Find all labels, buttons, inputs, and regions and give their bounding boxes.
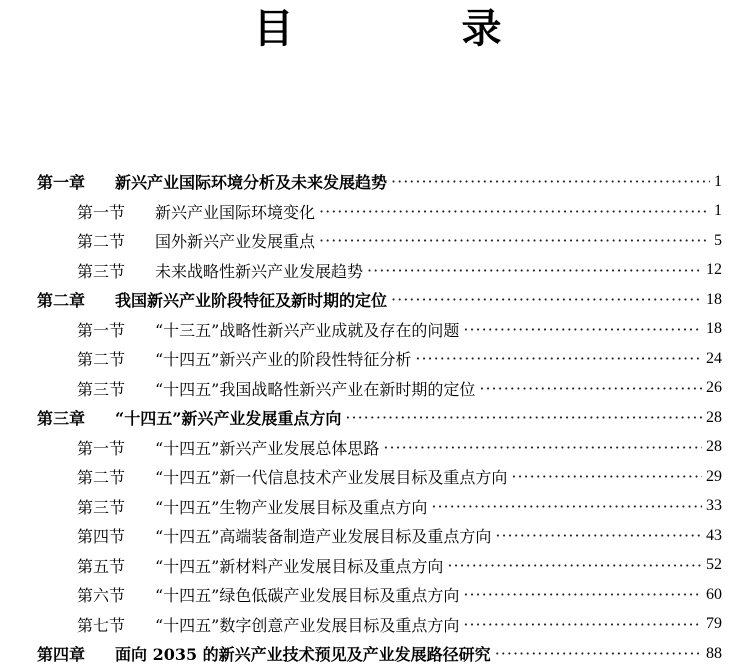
toc-entry-number: 第四章 (37, 645, 86, 665)
toc-leader-dots (447, 556, 702, 575)
toc-leader-dots (463, 320, 702, 339)
toc-page-number: 1 (714, 202, 722, 220)
toc-leader-dots (367, 261, 702, 280)
toc-entry-title: “十四五”新兴产业发展总体思路 (155, 438, 380, 458)
toc-entry-number: 第二节 (77, 468, 126, 488)
toc-leader-dots (495, 526, 702, 545)
toc-page-number: 43 (706, 526, 722, 544)
toc-leader-dots (319, 231, 710, 250)
toc-entry-title: “十四五”绿色低碳产业发展目标及重点方向 (155, 586, 460, 606)
toc-leader-dots (463, 615, 702, 634)
toc-entry-chapter-2[interactable] (0, 285, 755, 315)
toc-entry-section[interactable] (0, 226, 755, 256)
toc-leader-dots (391, 290, 702, 309)
toc-page-number: 18 (706, 290, 722, 308)
toc-page-number: 12 (706, 261, 722, 279)
toc-leader-dots (479, 379, 702, 398)
toc-entry-title: “十四五”新兴产业发展重点方向 (115, 409, 342, 429)
toc-entry-section[interactable] (0, 492, 755, 522)
toc-entry-chapter-1[interactable] (0, 167, 755, 197)
toc-entry-title: 新兴产业国际环境分析及未来发展趋势 (115, 173, 388, 193)
toc-leader-dots (383, 438, 702, 457)
toc-entry-number: 第三节 (77, 497, 126, 517)
toc-page-number: 24 (706, 349, 722, 367)
toc-entry-section[interactable] (0, 521, 755, 551)
toc-page-number: 28 (706, 438, 722, 456)
toc-page-number: 52 (706, 556, 722, 574)
toc-entry-number: 第三章 (37, 409, 86, 429)
toc-entry-section[interactable] (0, 551, 755, 581)
toc-entry-title: “十四五”高端装备制造产业发展目标及重点方向 (155, 527, 492, 547)
toc-entry-title: 未来战略性新兴产业发展趋势 (155, 261, 364, 281)
toc-page-number: 26 (706, 379, 722, 397)
toc-leader-dots (431, 497, 702, 516)
toc-entry-title: 面向 2035 的新兴产业技术预见及产业发展路径研究 (115, 645, 491, 665)
toc-entry-section[interactable] (0, 433, 755, 463)
toc-page-number: 18 (706, 320, 722, 338)
toc-leader-dots (495, 644, 702, 663)
toc-entry-number: 第六节 (77, 586, 126, 606)
toc-page-number: 33 (706, 497, 722, 515)
toc-leader-dots (345, 408, 702, 427)
toc-entry-section[interactable] (0, 374, 755, 404)
toc-entry-number: 第七节 (77, 615, 126, 635)
toc-entry-title: “十四五”新材料产业发展目标及重点方向 (155, 556, 444, 576)
toc-entry-section[interactable] (0, 610, 755, 640)
toc-page-number: 88 (706, 644, 722, 662)
toc-leader-dots (463, 585, 702, 604)
toc-page-number: 60 (706, 585, 722, 603)
toc-entry-section[interactable] (0, 462, 755, 492)
page-title: 目 录 (253, 5, 566, 52)
toc-entry-title: “十四五”数字创意产业发展目标及重点方向 (155, 615, 460, 635)
toc-entry-number: 第一章 (37, 173, 86, 193)
toc-entry-number: 第三节 (77, 261, 126, 281)
toc-leader-dots (391, 172, 710, 191)
toc-entry-number: 第二章 (37, 291, 86, 311)
toc-leader-dots (319, 202, 710, 221)
toc-entry-chapter-4[interactable] (0, 639, 755, 669)
toc-entry-section[interactable] (0, 344, 755, 374)
toc-entry-title: “十三五”战略性新兴产业成就及存在的问题 (155, 320, 460, 340)
toc-entry-number: 第一节 (77, 202, 126, 222)
toc-entry-title: “十四五”新兴产业的阶段性特征分析 (155, 350, 412, 370)
toc-page-number: 5 (714, 231, 722, 249)
toc-entry-number: 第一节 (77, 320, 126, 340)
toc-entry-title: 国外新兴产业发展重点 (155, 232, 316, 252)
toc-page-number: 79 (706, 615, 722, 633)
toc-entry-chapter-3[interactable] (0, 403, 755, 433)
toc-leader-dots (511, 467, 702, 486)
toc-entry-title: “十四五”生物产业发展目标及重点方向 (155, 497, 428, 517)
toc-leader-dots (415, 349, 702, 368)
toc-entry-number: 第四节 (77, 527, 126, 547)
toc-page-number: 28 (706, 408, 722, 426)
toc-entry-number: 第二节 (77, 232, 126, 252)
toc-entry-title: 我国新兴产业阶段特征及新时期的定位 (115, 291, 388, 311)
toc-entry-number: 第一节 (77, 438, 126, 458)
table-of-contents (0, 167, 755, 669)
toc-entry-title: “十四五”我国战略性新兴产业在新时期的定位 (155, 379, 476, 399)
toc-entry-section[interactable] (0, 197, 755, 227)
toc-entry-section[interactable] (0, 315, 755, 345)
toc-page-number: 1 (714, 172, 722, 190)
toc-entry-section[interactable] (0, 256, 755, 286)
toc-entry-title: “十四五”新一代信息技术产业发展目标及重点方向 (155, 468, 508, 488)
toc-entry-number: 第五节 (77, 556, 126, 576)
toc-entry-number: 第三节 (77, 379, 126, 399)
toc-entry-number: 第二节 (77, 350, 126, 370)
toc-page-number: 29 (706, 467, 722, 485)
toc-entry-section[interactable] (0, 580, 755, 610)
toc-entry-title: 新兴产业国际环境变化 (155, 202, 316, 222)
